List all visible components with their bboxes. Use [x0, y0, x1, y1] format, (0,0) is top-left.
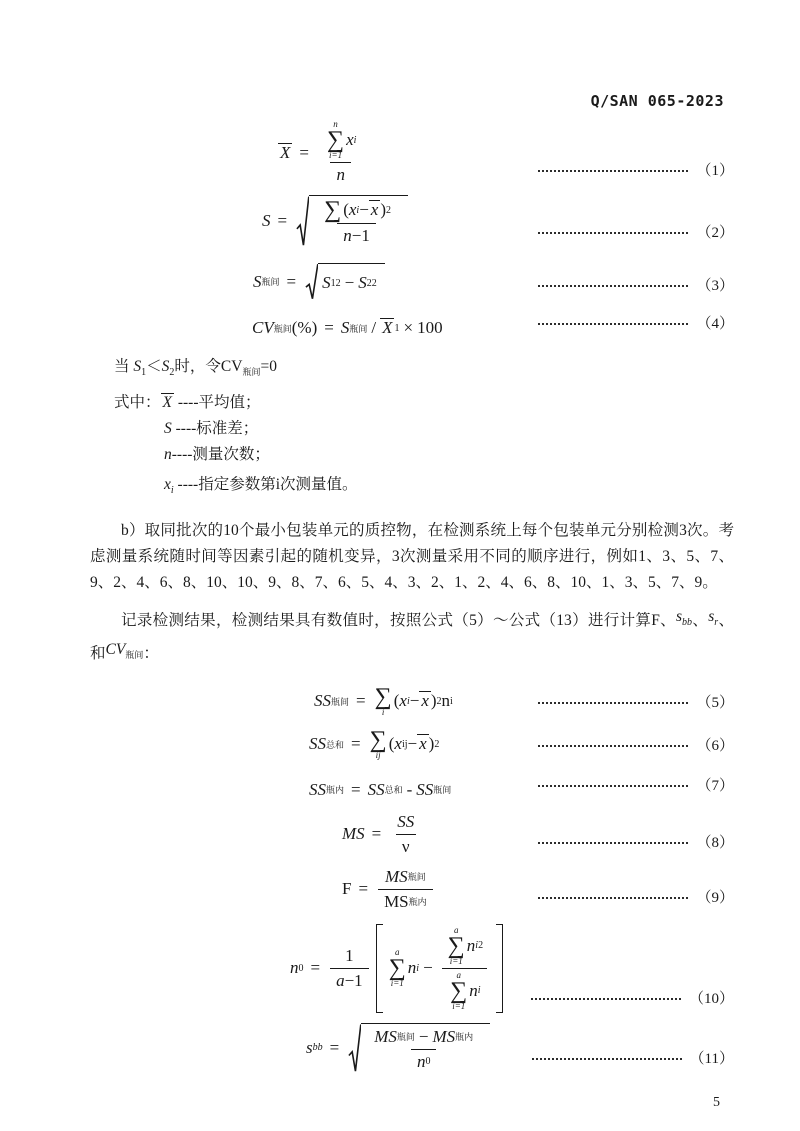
equation-number-8: （8） — [696, 834, 734, 851]
document-content — [90, 120, 734, 1073]
equation-number-11: （11） — [689, 1050, 734, 1067]
paragraph-item-b: b）取同批次的10个最小包装单元的质控物，在检测系统上每个包装单元分别检测3次。考虑测量系统随时间等因素引起的随机变异，3次测量采用不同的顺序进行，例如1、3、5、7、9、2、4、6、8、10、10、9、8、7、6、5、4、3、2、1、2、4、6、8、10、1、3、5、7、9。 — [90, 522, 734, 592]
formula-6: SS 总和 = ∑ ij ( x ij − x ) 2 — [309, 726, 440, 760]
equation-row-8 — [90, 812, 734, 857]
standard-code-header: Q/SAN 065-2023 — [590, 92, 724, 110]
formula-11: s bb = MS 瓶间 − MS 瓶内 n 0 — [90, 1023, 532, 1073]
dot-leader — [538, 170, 688, 172]
equation-row-10 — [90, 924, 734, 1013]
formula-9: F = MS 瓶间 MS 瓶内 — [90, 867, 538, 912]
formula-2: S = ∑ ( x i − x ) 2 n −1 — [90, 195, 538, 247]
equation-row-4 — [90, 312, 734, 338]
equation-number-7: （7） — [696, 777, 734, 794]
equation-row-6 — [90, 726, 734, 760]
dot-leader — [531, 998, 681, 1000]
symbol-def-xi: $x_i$ ----指定参数第i次测量值。 — [164, 476, 358, 497]
page-number: 5 — [713, 1095, 720, 1110]
equation-row-11 — [90, 1023, 734, 1073]
formula-7: SS 瓶内 = SS 总和 - SS 瓶间 — [309, 779, 452, 799]
symbol-def-s: S ----标准差； — [164, 420, 259, 438]
dot-leader — [538, 232, 688, 234]
equation-number-2: （2） — [696, 225, 734, 242]
formula-10: n 0 = 1 a −1 a ∑ i=1 n i − a ∑ i=1 n i 2 a ∑ i=1 n i — [90, 924, 531, 1013]
formula-5: SS 瓶间 = ∑ i ( x i − x ) 2 n i — [314, 683, 453, 717]
dot-leader — [538, 897, 688, 899]
paragraph-record: 记录检测结果，检测结果具有数值时，按照公式（5）～公式（13）进行计算F、$s_{bb}$、$s_r$、和$CV_{瓶间}$： — [90, 608, 734, 662]
dot-leader — [532, 1058, 682, 1060]
symbol-def-n: n----测量次数； — [164, 446, 270, 464]
dot-leader — [538, 285, 688, 287]
dot-leader — [538, 745, 688, 747]
equation-number-6: （6） — [696, 737, 734, 754]
formula-8: MS = $\frac{SS}{\nu}$ — [342, 811, 415, 856]
condition-note: 当 $S_1<S_2$时，令$CV_{瓶间}=0$ — [114, 358, 277, 379]
equation-row-2 — [90, 195, 734, 247]
dot-leader — [538, 702, 688, 704]
equation-number-3: （3） — [696, 278, 734, 295]
equation-number-9: （9） — [696, 889, 734, 906]
equation-row-5 — [90, 683, 734, 717]
equation-number-10: （10） — [688, 990, 734, 1007]
equation-number-4: （4） — [696, 316, 734, 333]
equation-number-5: （5） — [696, 694, 734, 711]
dot-leader — [538, 323, 688, 325]
equation-row-3 — [90, 263, 734, 300]
equation-row-7 — [90, 774, 734, 800]
formula-4: CV 瓶间 (%) = S 瓶间 / X 1 × 100 — [252, 318, 443, 338]
equation-row-9 — [90, 867, 734, 912]
equation-number-1: （1） — [696, 163, 734, 180]
formula-3: S 瓶间 = S 1 2 − S 2 2 — [90, 263, 538, 300]
dot-leader — [538, 842, 688, 844]
where-clause: 式中： X ----平均值； — [114, 394, 261, 412]
dot-leader — [538, 785, 688, 787]
formula-1: X = n ∑ i=1 x i n — [280, 119, 357, 185]
equation-row-1 — [90, 120, 734, 185]
